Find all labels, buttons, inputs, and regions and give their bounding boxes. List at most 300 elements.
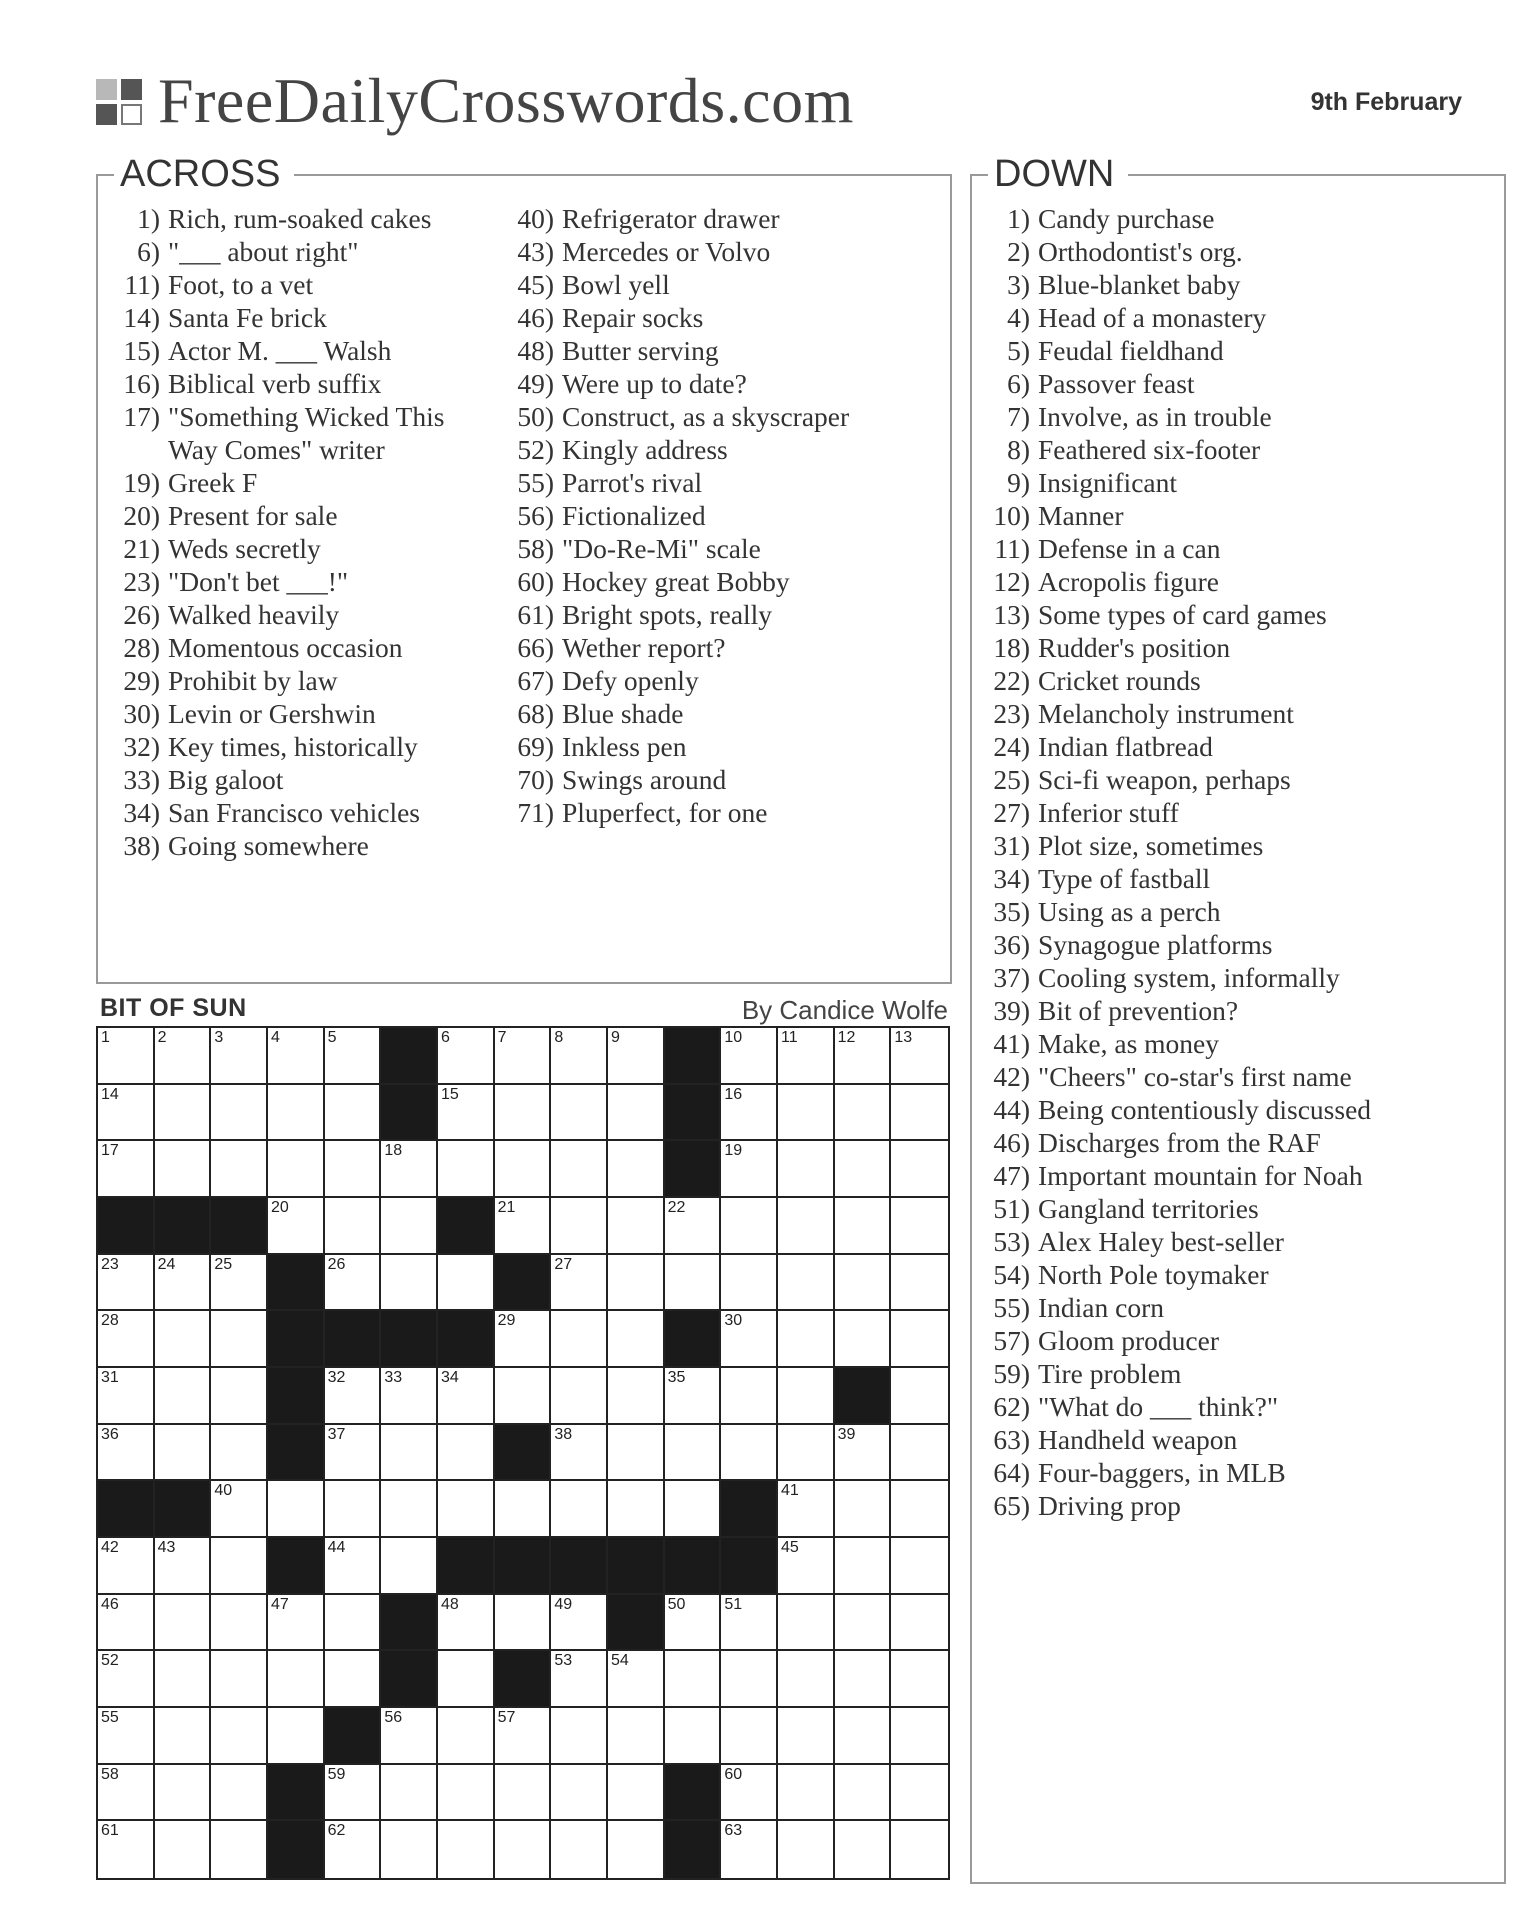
clue-item[interactable]: [98, 367, 468, 400]
grid-cell[interactable]: [211, 1821, 268, 1878]
grid-cell[interactable]: [665, 1708, 722, 1765]
clue-item[interactable]: [492, 763, 849, 796]
grid-cell[interactable]: [325, 1595, 382, 1652]
clue-number: 21): [123, 533, 160, 564]
grid-cell[interactable]: [155, 1311, 212, 1368]
grid-cell[interactable]: [835, 1708, 892, 1765]
grid-cell[interactable]: [155, 1765, 212, 1822]
grid-cell[interactable]: [665, 1595, 722, 1652]
clue-item[interactable]: [972, 334, 1371, 367]
clue-item[interactable]: [972, 235, 1371, 268]
clue-item[interactable]: [98, 532, 468, 565]
clue-item[interactable]: [972, 895, 1371, 928]
grid-cell[interactable]: [438, 1368, 495, 1425]
clue-item[interactable]: [98, 763, 468, 796]
grid-cell[interactable]: [835, 1821, 892, 1878]
clue-item[interactable]: [972, 697, 1371, 730]
grid-cell[interactable]: [98, 1538, 155, 1595]
grid-cell[interactable]: [721, 1765, 778, 1822]
grid-cell[interactable]: [98, 1708, 155, 1765]
clue-number: 58): [517, 533, 554, 564]
clue-text: Discharges from the RAF: [1038, 1127, 1321, 1158]
clue-item[interactable]: [972, 1324, 1371, 1357]
cell-number: 48: [441, 1595, 459, 1613]
clue-item[interactable]: [98, 598, 468, 631]
clue-item[interactable]: [492, 697, 849, 730]
cell-number: 35: [667, 1369, 686, 1386]
clue-item[interactable]: [972, 763, 1371, 796]
grid-cell[interactable]: [778, 1708, 835, 1765]
grid-cell[interactable]: [381, 1368, 438, 1425]
grid-cell[interactable]: [551, 1765, 608, 1822]
grid-cell[interactable]: [778, 1198, 835, 1255]
grid-cell[interactable]: [551, 1595, 608, 1652]
grid-cell[interactable]: [268, 1141, 325, 1198]
grid-cell[interactable]: [495, 1198, 552, 1255]
clue-item[interactable]: [492, 796, 849, 829]
grid-cell[interactable]: [438, 1141, 495, 1198]
clue-item[interactable]: [98, 697, 468, 730]
grid-cell[interactable]: [608, 1481, 665, 1538]
clue-item[interactable]: [972, 961, 1371, 994]
grid-cell[interactable]: [155, 1368, 212, 1425]
grid-cell[interactable]: [721, 1028, 778, 1085]
grid-cell[interactable]: [665, 1481, 722, 1538]
grid-cell[interactable]: [835, 1425, 892, 1482]
grid-cell[interactable]: [608, 1425, 665, 1482]
grid-cell[interactable]: [608, 1028, 665, 1085]
clue-item[interactable]: [972, 862, 1371, 895]
clue-item[interactable]: [492, 499, 849, 532]
clue-item[interactable]: [492, 301, 849, 334]
grid-cell[interactable]: [891, 1198, 948, 1255]
grid-cell[interactable]: [155, 1028, 212, 1085]
grid-cell[interactable]: [98, 1141, 155, 1198]
grid-cell[interactable]: [721, 1085, 778, 1142]
clue-number: 23): [993, 698, 1030, 729]
grid-cell[interactable]: [891, 1595, 948, 1652]
grid-cell[interactable]: [438, 1821, 495, 1878]
clue-item[interactable]: [98, 301, 468, 334]
grid-cell[interactable]: [608, 1708, 665, 1765]
grid-cell[interactable]: [891, 1651, 948, 1708]
clue-number: 18): [993, 632, 1030, 663]
clue-number: 31): [993, 830, 1030, 861]
grid-cell[interactable]: [155, 1141, 212, 1198]
grid-cell[interactable]: [835, 1481, 892, 1538]
grid-cell[interactable]: [98, 1821, 155, 1878]
grid-cell[interactable]: [98, 1651, 155, 1708]
grid-cell[interactable]: [608, 1765, 665, 1822]
grid-cell[interactable]: [325, 1821, 382, 1878]
clue-item[interactable]: [492, 400, 849, 433]
grid-cell[interactable]: [325, 1425, 382, 1482]
clue-item[interactable]: [98, 631, 468, 664]
grid-cell[interactable]: [211, 1765, 268, 1822]
grid-cell[interactable]: [211, 1141, 268, 1198]
grid-cell[interactable]: [155, 1651, 212, 1708]
grid-cell[interactable]: [608, 1821, 665, 1878]
grid-cell[interactable]: [835, 1765, 892, 1822]
grid-cell[interactable]: [551, 1651, 608, 1708]
grid-cell[interactable]: [325, 1538, 382, 1595]
grid-cell[interactable]: [551, 1708, 608, 1765]
grid-cell[interactable]: [721, 1141, 778, 1198]
grid-cell[interactable]: [211, 1311, 268, 1368]
clue-item[interactable]: [972, 1159, 1371, 1192]
grid-cell[interactable]: [495, 1821, 552, 1878]
grid-cell[interactable]: [98, 1085, 155, 1142]
grid-cell[interactable]: [495, 1028, 552, 1085]
grid-cell[interactable]: [381, 1198, 438, 1255]
grid-cell[interactable]: [891, 1765, 948, 1822]
grid-cell[interactable]: [551, 1085, 608, 1142]
grid-cell[interactable]: [325, 1368, 382, 1425]
clue-item[interactable]: [98, 268, 468, 301]
clue-item[interactable]: [972, 1291, 1371, 1324]
clue-item[interactable]: [972, 1192, 1371, 1225]
down-clues-panel: [970, 153, 1506, 1884]
grid-cell[interactable]: [608, 1311, 665, 1368]
clue-text: Defy openly: [562, 665, 699, 696]
grid-cell[interactable]: [381, 1538, 438, 1595]
clue-item[interactable]: [98, 664, 468, 697]
grid-cell[interactable]: [211, 1708, 268, 1765]
grid-cell[interactable]: [495, 1368, 552, 1425]
grid-cell[interactable]: [268, 1708, 325, 1765]
clue-item[interactable]: [972, 664, 1371, 697]
clue-item[interactable]: [972, 1390, 1371, 1423]
clue-item[interactable]: [972, 994, 1371, 1027]
clue-text: Parrot's rival: [562, 467, 703, 498]
clue-item[interactable]: [972, 1027, 1371, 1060]
clue-number: 52): [517, 434, 554, 465]
clue-item[interactable]: [972, 532, 1371, 565]
grid-cell[interactable]: [381, 1141, 438, 1198]
clue-item[interactable]: [98, 499, 468, 532]
grid-cell[interactable]: [211, 1255, 268, 1312]
grid-cell[interactable]: [721, 1651, 778, 1708]
grid-cell[interactable]: [325, 1085, 382, 1142]
clue-item[interactable]: [972, 1093, 1371, 1126]
clue-item[interactable]: [98, 466, 468, 499]
grid-cell[interactable]: [211, 1595, 268, 1652]
grid-cell[interactable]: [721, 1708, 778, 1765]
grid-cell[interactable]: [155, 1708, 212, 1765]
grid-cell[interactable]: [155, 1085, 212, 1142]
clue-item[interactable]: [98, 565, 468, 598]
clue-item[interactable]: [98, 334, 468, 367]
clue-text: Defense in a can: [1038, 533, 1221, 564]
cell-number: 23: [101, 1255, 119, 1273]
grid-cell[interactable]: [778, 1481, 835, 1538]
grid-cell[interactable]: [665, 1425, 722, 1482]
grid-cell[interactable]: [268, 1481, 325, 1538]
grid-cell[interactable]: [665, 1198, 722, 1255]
black-square: [665, 1538, 722, 1595]
grid-cell[interactable]: [778, 1538, 835, 1595]
grid-cell[interactable]: [778, 1821, 835, 1878]
grid-cell[interactable]: [325, 1765, 382, 1822]
cell-number: 62: [327, 1822, 346, 1840]
grid-cell[interactable]: [381, 1255, 438, 1312]
clue-item[interactable]: [492, 730, 849, 763]
grid-cell[interactable]: [891, 1028, 948, 1085]
grid-cell[interactable]: [721, 1595, 778, 1652]
grid-cell[interactable]: [891, 1311, 948, 1368]
clue-item[interactable]: [98, 796, 468, 829]
grid-cell[interactable]: [891, 1821, 948, 1878]
grid-cell[interactable]: [891, 1425, 948, 1482]
grid-cell[interactable]: [835, 1085, 892, 1142]
black-square: [325, 1708, 382, 1765]
clue-item[interactable]: [492, 565, 849, 598]
grid-cell[interactable]: [325, 1651, 382, 1708]
grid-cell[interactable]: [778, 1028, 835, 1085]
grid-cell[interactable]: [381, 1765, 438, 1822]
grid-cell[interactable]: [835, 1141, 892, 1198]
clue-text: Blue-blanket baby: [1038, 269, 1241, 300]
grid-cell[interactable]: [325, 1141, 382, 1198]
grid-cell[interactable]: [891, 1085, 948, 1142]
grid-cell[interactable]: [438, 1708, 495, 1765]
grid-cell[interactable]: [608, 1085, 665, 1142]
grid-cell[interactable]: [551, 1255, 608, 1312]
grid-cell[interactable]: [551, 1311, 608, 1368]
clue-text: Insignificant: [1038, 467, 1177, 498]
grid-cell[interactable]: [665, 1368, 722, 1425]
grid-cell[interactable]: [268, 1085, 325, 1142]
grid-cell[interactable]: [551, 1028, 608, 1085]
clue-item[interactable]: [972, 1489, 1371, 1522]
clue-item[interactable]: [972, 829, 1371, 862]
grid-cell[interactable]: [495, 1708, 552, 1765]
grid-cell[interactable]: [268, 1198, 325, 1255]
clue-item[interactable]: [972, 367, 1371, 400]
clue-number: 16): [123, 368, 160, 399]
grid-cell[interactable]: [891, 1255, 948, 1312]
grid-cell[interactable]: [608, 1198, 665, 1255]
clue-item[interactable]: [492, 631, 849, 664]
clue-item[interactable]: [98, 202, 468, 235]
grid-cell[interactable]: [891, 1368, 948, 1425]
clue-item[interactable]: [972, 1456, 1371, 1489]
clue-item[interactable]: [972, 466, 1371, 499]
grid-cell[interactable]: [608, 1255, 665, 1312]
grid-cell[interactable]: [438, 1085, 495, 1142]
grid-cell[interactable]: [778, 1765, 835, 1822]
clue-item[interactable]: [98, 730, 468, 763]
clue-item[interactable]: [492, 367, 849, 400]
clue-item[interactable]: [98, 400, 468, 466]
grid-cell[interactable]: [721, 1311, 778, 1368]
cell-number: 16: [724, 1085, 743, 1103]
grid-cell[interactable]: [211, 1368, 268, 1425]
black-square: [155, 1198, 212, 1255]
clue-item[interactable]: [972, 1357, 1371, 1390]
grid-cell[interactable]: [551, 1821, 608, 1878]
grid-cell[interactable]: [438, 1765, 495, 1822]
clue-text: Tire problem: [1038, 1358, 1182, 1389]
clue-item[interactable]: [972, 1225, 1371, 1258]
grid-cell[interactable]: [211, 1481, 268, 1538]
clue-item[interactable]: [972, 730, 1371, 763]
clue-item[interactable]: [972, 202, 1371, 235]
clue-item[interactable]: [492, 268, 849, 301]
grid-cell[interactable]: [211, 1085, 268, 1142]
grid-cell[interactable]: [665, 1651, 722, 1708]
grid-cell[interactable]: [381, 1425, 438, 1482]
clue-item[interactable]: [492, 664, 849, 697]
grid-cell[interactable]: [495, 1085, 552, 1142]
grid-cell[interactable]: [495, 1311, 552, 1368]
grid-cell[interactable]: [778, 1651, 835, 1708]
grid-cell[interactable]: [551, 1368, 608, 1425]
grid-cell[interactable]: [721, 1425, 778, 1482]
grid-cell[interactable]: [551, 1481, 608, 1538]
grid-cell[interactable]: [155, 1821, 212, 1878]
grid-cell[interactable]: [835, 1651, 892, 1708]
grid-cell[interactable]: [325, 1481, 382, 1538]
grid-cell[interactable]: [98, 1368, 155, 1425]
grid-cell[interactable]: [778, 1425, 835, 1482]
cell-number: 40: [214, 1482, 233, 1500]
grid-cell[interactable]: [778, 1141, 835, 1198]
grid-cell[interactable]: [268, 1028, 325, 1085]
grid-cell[interactable]: [891, 1708, 948, 1765]
grid-cell[interactable]: [495, 1595, 552, 1652]
grid-cell[interactable]: [891, 1538, 948, 1595]
grid-cell[interactable]: [268, 1595, 325, 1652]
clue-text: Momentous occasion: [168, 632, 403, 663]
clue-item[interactable]: [972, 268, 1371, 301]
grid-cell[interactable]: [835, 1255, 892, 1312]
clue-item[interactable]: [972, 1423, 1371, 1456]
grid-cell[interactable]: [325, 1198, 382, 1255]
clue-item[interactable]: [492, 598, 849, 631]
grid-cell[interactable]: [608, 1368, 665, 1425]
clue-item[interactable]: [492, 433, 849, 466]
clue-item[interactable]: [972, 301, 1371, 334]
grid-cell[interactable]: [381, 1708, 438, 1765]
grid-cell[interactable]: [495, 1141, 552, 1198]
clue-item[interactable]: [972, 631, 1371, 664]
grid-cell[interactable]: [778, 1255, 835, 1312]
clue-item[interactable]: [492, 466, 849, 499]
grid-cell[interactable]: [211, 1028, 268, 1085]
grid-cell[interactable]: [721, 1255, 778, 1312]
clue-item[interactable]: [492, 235, 849, 268]
clue-item[interactable]: [972, 796, 1371, 829]
clue-item[interactable]: [972, 1258, 1371, 1291]
grid-cell[interactable]: [155, 1538, 212, 1595]
grid-cell[interactable]: [381, 1481, 438, 1538]
grid-cell[interactable]: [778, 1085, 835, 1142]
grid-cell[interactable]: [438, 1481, 495, 1538]
clue-item[interactable]: [972, 1126, 1371, 1159]
grid-cell[interactable]: [608, 1141, 665, 1198]
clue-number: 2): [1007, 236, 1030, 267]
grid-cell[interactable]: [835, 1311, 892, 1368]
clue-item[interactable]: [972, 598, 1371, 631]
grid-cell[interactable]: [835, 1595, 892, 1652]
grid-cell[interactable]: [551, 1141, 608, 1198]
clue-number: 3): [1007, 269, 1030, 300]
grid-cell[interactable]: [721, 1821, 778, 1878]
grid-cell[interactable]: [98, 1595, 155, 1652]
grid-cell[interactable]: [155, 1595, 212, 1652]
cell-number: 31: [101, 1369, 119, 1386]
grid-cell[interactable]: [211, 1651, 268, 1708]
grid-cell[interactable]: [325, 1028, 382, 1085]
clue-item[interactable]: [972, 499, 1371, 532]
grid-cell[interactable]: [778, 1311, 835, 1368]
grid-cell[interactable]: [98, 1255, 155, 1312]
grid-cell[interactable]: [721, 1368, 778, 1425]
grid-cell[interactable]: [155, 1255, 212, 1312]
clue-item[interactable]: [972, 400, 1371, 433]
clue-item[interactable]: [972, 1060, 1371, 1093]
grid-cell[interactable]: [608, 1651, 665, 1708]
clue-item[interactable]: [972, 433, 1371, 466]
grid-cell[interactable]: [98, 1311, 155, 1368]
clue-item[interactable]: [492, 334, 849, 367]
grid-cell[interactable]: [438, 1425, 495, 1482]
grid-cell[interactable]: [835, 1198, 892, 1255]
grid-cell[interactable]: [98, 1028, 155, 1085]
cell-number: 54: [611, 1652, 629, 1670]
grid-cell[interactable]: [268, 1651, 325, 1708]
grid-cell[interactable]: [891, 1141, 948, 1198]
grid-cell[interactable]: [891, 1481, 948, 1538]
grid-cell[interactable]: [211, 1538, 268, 1595]
clue-number: 43): [517, 236, 554, 267]
grid-cell[interactable]: [551, 1198, 608, 1255]
grid-cell[interactable]: [438, 1255, 495, 1312]
grid-cell[interactable]: [211, 1425, 268, 1482]
grid-cell[interactable]: [438, 1595, 495, 1652]
grid-cell[interactable]: [495, 1765, 552, 1822]
site-logo[interactable]: [96, 66, 854, 136]
grid-cell[interactable]: [778, 1595, 835, 1652]
grid-cell[interactable]: [835, 1028, 892, 1085]
grid-cell[interactable]: [551, 1425, 608, 1482]
grid-cell[interactable]: [155, 1425, 212, 1482]
grid-cell[interactable]: [495, 1481, 552, 1538]
clue-item[interactable]: [98, 235, 468, 268]
clue-item[interactable]: [492, 532, 849, 565]
clue-text: North Pole toymaker: [1038, 1259, 1269, 1290]
black-square: [495, 1425, 552, 1482]
grid-cell[interactable]: [98, 1425, 155, 1482]
grid-cell[interactable]: [381, 1821, 438, 1878]
grid-cell[interactable]: [438, 1028, 495, 1085]
grid-cell[interactable]: [438, 1651, 495, 1708]
clue-item[interactable]: [492, 202, 849, 235]
clue-item[interactable]: [972, 928, 1371, 961]
across-column-1: [98, 202, 468, 862]
grid-cell[interactable]: [665, 1255, 722, 1312]
grid-cell[interactable]: [98, 1765, 155, 1822]
clue-number: 41): [993, 1028, 1030, 1059]
black-square: [608, 1538, 665, 1595]
grid-cell[interactable]: [721, 1198, 778, 1255]
clue-item[interactable]: [98, 829, 468, 862]
clue-item[interactable]: [972, 565, 1371, 598]
grid-cell[interactable]: [778, 1368, 835, 1425]
grid-cell[interactable]: [835, 1538, 892, 1595]
grid-cell[interactable]: [325, 1255, 382, 1312]
